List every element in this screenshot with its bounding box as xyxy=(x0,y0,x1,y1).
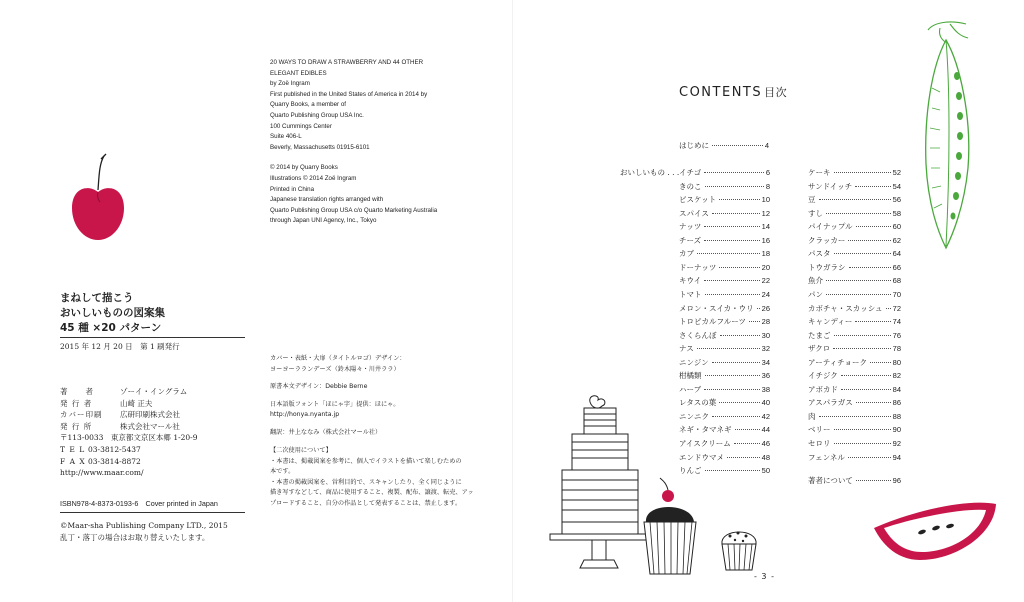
layer-cake-illustration xyxy=(548,392,648,582)
toc-entry-page: 46 xyxy=(761,439,770,448)
toc-entry[interactable] xyxy=(679,303,770,315)
toc-entry-label: 魚介 xyxy=(808,276,823,286)
toc-entry-page: 66 xyxy=(892,262,901,272)
divider-line xyxy=(60,512,245,513)
credit-row: カバー印刷 広研印刷株式会社 xyxy=(60,410,180,420)
toc-entry[interactable] xyxy=(679,357,770,369)
toc-entry-page: 90 xyxy=(892,425,901,435)
toc-entry-page: 44 xyxy=(761,425,770,435)
toc-entry-label: ニンニク xyxy=(679,411,709,421)
toc-leader-dots xyxy=(855,321,890,322)
toc-column-2 xyxy=(808,167,901,462)
title-line-1: まねして描こう xyxy=(60,292,134,304)
toc-leader-dots xyxy=(841,375,891,376)
toc-leader-dots xyxy=(841,389,891,390)
toc-entry-page: 50 xyxy=(761,466,770,476)
toc-leader-dots xyxy=(819,199,891,200)
toc-entry[interactable] xyxy=(808,275,901,287)
toc-entry-label: アイスクリーム xyxy=(679,439,731,448)
toc-entry-label: カブ xyxy=(679,249,694,259)
toc-leader-dots xyxy=(712,213,760,214)
toc-entry[interactable] xyxy=(808,289,901,301)
toc-leader-dots xyxy=(719,267,759,268)
toc-leader-dots xyxy=(757,308,760,309)
toc-entry-page: 74 xyxy=(892,317,901,327)
toc-entry-page: 92 xyxy=(892,439,901,448)
toc-entry-label: 肉 xyxy=(808,411,816,421)
toc-entry-label: すし xyxy=(808,208,823,218)
toc-entry-label: トマト xyxy=(679,289,702,299)
japanese-credits-block: カバー・表紙・大扉（タイトルロゴ）デザイン： ヨーヨーラランデーズ（鈴木陽々・川井ララ） 原書本文デザイン：Debbie Berne 日本語版フォント「ほにゃ字」提供：ほにゃ。 http://honya.nyanta.jp 翻訳：井上ななみ（株式会社マール社） 【二次使用について】 ・本書は、掲載図案を参考に、個人でイラストを描いて楽しむための 本です。 ・本書の掲載図案を、営利目的で、スキャンしたり、全く同じように 描き写すなどして、商品に使用すること、複製、配布、譲渡、転売、アッ プロードすること、自分の作品として発表することは、禁止します。 xyxy=(270,355,474,507)
toc-entry[interactable] xyxy=(679,194,770,206)
toc-entry-label: メロン・スイカ・ウリ xyxy=(679,303,754,313)
toc-entry-page: 20 xyxy=(761,262,770,272)
toc-entry-label: イチゴ xyxy=(679,168,702,177)
toc-leader-dots xyxy=(697,253,760,254)
toc-leader-dots xyxy=(834,172,891,173)
colophon-credits xyxy=(60,386,197,479)
toc-entry[interactable] xyxy=(679,465,770,477)
toc-entry-label: トウガラシ xyxy=(808,262,846,272)
toc-entry[interactable] xyxy=(808,303,901,315)
copyright-block: ©Maar-sha Publishing Company LTD., 2015 乱丁・落丁の場合はお取り替えいたします。 xyxy=(60,521,228,542)
toc-leader-dots xyxy=(849,267,891,268)
toc-section-label: おいしいもの . . . xyxy=(620,168,680,177)
toc-leader-dots xyxy=(834,429,891,430)
toc-entry-page: 78 xyxy=(892,344,901,354)
toc-entry[interactable] xyxy=(808,343,901,355)
toc-entry-label: ナス xyxy=(679,344,694,354)
toc-entry[interactable] xyxy=(679,343,770,355)
tel: T E L 03-3812-5437 xyxy=(60,444,141,454)
toc-leader-dots xyxy=(704,389,760,390)
toc-entry[interactable] xyxy=(679,275,770,287)
toc-entry-page: 6 xyxy=(765,168,770,177)
toc-entry[interactable] xyxy=(808,452,901,464)
toc-entry-page: 28 xyxy=(761,317,770,327)
toc-intro xyxy=(679,140,769,154)
toc-entry-label: ケーキ xyxy=(808,168,831,177)
toc-entry[interactable] xyxy=(679,248,770,260)
cherry-illustration xyxy=(68,150,128,246)
toc-entry-label: トロピカルフルーツ xyxy=(679,317,746,327)
toc-leader-dots xyxy=(704,240,760,241)
publication-date: 2015 年 12 月 20 日 第 1 刷発行 xyxy=(60,342,180,351)
toc-leader-dots xyxy=(712,416,760,417)
toc-leader-dots xyxy=(834,335,891,336)
toc-entry-label: クラッカー xyxy=(808,235,846,245)
cherry-stem xyxy=(98,156,104,190)
toc-entry[interactable] xyxy=(679,384,770,396)
toc-entry[interactable] xyxy=(679,424,770,436)
toc-entry-page: 38 xyxy=(761,384,770,394)
toc-entry-page: 36 xyxy=(761,371,770,381)
toc-about xyxy=(808,475,901,489)
toc-column-1 xyxy=(679,167,770,476)
toc-entry[interactable] xyxy=(808,181,901,193)
apple-slice-illustration xyxy=(870,496,1000,566)
toc-leader-dots xyxy=(833,348,890,349)
toc-entry-page: 12 xyxy=(761,208,770,218)
toc-entry-page: 26 xyxy=(761,303,770,313)
toc-leader-dots xyxy=(712,362,760,363)
toc-leader-dots xyxy=(705,186,764,187)
toc-leader-dots xyxy=(826,280,891,281)
website-url: http://www.maar.com/ xyxy=(60,468,144,478)
toc-entry[interactable] xyxy=(679,370,770,382)
toc-entry-page: 72 xyxy=(892,303,901,313)
toc-leader-dots xyxy=(834,443,891,444)
toc-leader-dots xyxy=(856,402,891,403)
toc-entry[interactable] xyxy=(679,221,770,233)
toc-entry-page: 40 xyxy=(761,398,770,408)
toc-entry-page: 10 xyxy=(761,195,770,205)
toc-entry-page: 48 xyxy=(761,452,770,462)
toc-entry-page: 54 xyxy=(892,181,901,191)
toc-entry[interactable] xyxy=(679,289,770,301)
toc-entry[interactable] xyxy=(679,330,770,342)
toc-entry-label: りんご xyxy=(679,466,702,476)
toc-entry-label: チーズ xyxy=(679,235,702,245)
toc-leader-dots xyxy=(720,335,760,336)
toc-entry-page: 52 xyxy=(892,168,901,177)
toc-entry[interactable] xyxy=(679,452,770,464)
toc-entry[interactable] xyxy=(808,194,901,206)
toc-entry-page: 82 xyxy=(892,371,901,381)
address: 〒113-0033 東京都文京区本郷 1-20-9 xyxy=(60,433,198,443)
english-rights-block: 20 WAYS TO DRAW A STRAWBERRY AND 44 OTHER ELEGANT EDIBLES by Zoë Ingram First published in the United States of America in 2014 by Quarry Books, a member of Quarto Publishing Group USA Inc. 100 Cummings Center Suite 406-L Beverly, Massachusetts 01915-6101 © 2014 by Quarry Books Illustrations © 2014 Zoë Ingram Printed in China Japanese translation rights arranged with Quarto Publishing Group USA c/o Quarto Marketing Australia through Japan UNI Agency, Inc., Tokyo xyxy=(270,59,438,225)
toc-entry-label: フェンネル xyxy=(808,452,845,462)
toc-entry-label: パン xyxy=(808,289,823,299)
toc-entry-page: 84 xyxy=(892,384,901,394)
toc-entry-page: 18 xyxy=(761,249,770,259)
toc-entry-page: 94 xyxy=(892,452,901,462)
toc-entry-label: ビスケット xyxy=(679,195,717,205)
toc-entry[interactable] xyxy=(808,438,901,450)
toc-entry[interactable] xyxy=(679,397,770,409)
toc-leader-dots xyxy=(704,280,759,281)
pea-pod-illustration xyxy=(910,18,980,253)
toc-entry-label: キウイ xyxy=(679,276,702,286)
toc-entry[interactable] xyxy=(808,397,901,409)
toc-entry-page: 32 xyxy=(761,344,770,354)
toc-entry[interactable] xyxy=(679,262,770,274)
toc-entry[interactable] xyxy=(808,411,901,423)
toc-entry[interactable] xyxy=(808,221,901,233)
toc-leader-dots xyxy=(705,294,760,295)
toc-entry-page: 22 xyxy=(761,276,770,286)
toc-entry[interactable] xyxy=(679,235,770,247)
toc-entry-label: きのこ xyxy=(679,181,702,191)
toc-entry[interactable] xyxy=(808,357,901,369)
toc-entry-label: アスパラガス xyxy=(808,398,853,408)
toc-leader-dots xyxy=(886,308,891,309)
toc-entry-page: 80 xyxy=(892,357,901,367)
toc-entry[interactable] xyxy=(679,208,770,220)
toc-entry[interactable] xyxy=(808,330,901,342)
toc-entry-label: さくらんぼ xyxy=(679,330,717,340)
toc-entry-page: 76 xyxy=(892,330,901,340)
toc-entry-label: アーティチョーク xyxy=(808,357,867,367)
toc-entry-label: サンドイッチ xyxy=(808,181,853,191)
toc-entry-page: 16 xyxy=(761,235,770,245)
toc-entry[interactable] xyxy=(808,167,901,179)
toc-leader-dots xyxy=(735,429,760,430)
toc-entry[interactable] xyxy=(808,316,901,328)
toc-leader-dots xyxy=(855,186,891,187)
toc-entry[interactable] xyxy=(808,248,901,260)
toc-entry-label: セロリ xyxy=(808,439,831,448)
toc-leader-dots xyxy=(870,362,891,363)
toc-leader-dots xyxy=(734,443,760,444)
isbn: ISBN978-4-8373-0193-6 Cover printed in Japan xyxy=(60,499,218,508)
toc-entry-page: 62 xyxy=(892,235,901,245)
toc-entry-label: ドーナッツ xyxy=(679,262,717,272)
toc-entry[interactable] xyxy=(808,235,901,247)
toc-leader-dots xyxy=(749,321,760,322)
toc-leader-dots xyxy=(826,294,891,295)
toc-entry-page: 30 xyxy=(761,330,770,340)
toc-entry-page: 86 xyxy=(892,398,901,408)
toc-entry-label: スパイス xyxy=(679,208,709,218)
toc-entry[interactable] xyxy=(679,316,770,328)
toc-leader-dots xyxy=(697,348,760,349)
toc-leader-dots xyxy=(856,226,891,227)
toc-entry[interactable] xyxy=(808,262,901,274)
toc-entry[interactable] xyxy=(808,370,901,382)
toc-entry[interactable] xyxy=(679,181,770,193)
toc-entry-label: ナッツ xyxy=(679,222,702,232)
toc-leader-dots xyxy=(719,199,760,200)
toc-entry-page: 70 xyxy=(892,289,901,299)
toc-entry-label: ベリー xyxy=(808,425,831,435)
title-line-2: おいしいものの図案集 xyxy=(60,307,165,319)
toc-entry-page: 24 xyxy=(761,289,770,299)
toc-entry-label: たまご xyxy=(808,330,831,340)
toc-leader-dots xyxy=(848,457,891,458)
toc-entry-page: 8 xyxy=(765,181,770,191)
toc-entry[interactable] xyxy=(679,411,770,423)
toc-entry-label: レタスの葉 xyxy=(679,398,717,408)
toc-leader-dots xyxy=(705,470,760,471)
cupcake-illustration xyxy=(640,478,700,578)
toc-leader-dots xyxy=(819,416,891,417)
toc-entry-label: カボチャ・スカッシュ xyxy=(808,303,883,313)
book-spine xyxy=(512,0,513,602)
credit-row: 発 行 所 株式会社マール社 xyxy=(60,421,180,431)
toc-entry-page: 42 xyxy=(761,411,770,421)
credit-row: 著 者 ゾーイ・イングラム xyxy=(60,387,188,396)
toc-entry-page: 64 xyxy=(892,249,901,259)
toc-entry-label: ネギ・タマネギ xyxy=(679,425,732,435)
toc-entry-label: ニンジン xyxy=(679,357,709,367)
toc-entry-page: 58 xyxy=(892,208,901,218)
toc-entry-page: 34 xyxy=(761,357,770,367)
divider-line xyxy=(60,337,245,338)
credit-row: 発 行 者 山崎 正夫 xyxy=(60,398,153,408)
toc-entry-label: ハーブ xyxy=(679,384,702,394)
toc-entry-page: 14 xyxy=(761,222,770,232)
toc-entry[interactable] xyxy=(808,424,901,436)
toc-leader-dots xyxy=(727,457,760,458)
toc-leader-dots xyxy=(834,253,891,254)
fax: F A X 03-3814-8872 xyxy=(60,456,141,466)
toc-entry[interactable]: 著者について 96 xyxy=(808,476,901,485)
toc-entry-label: キャンディー xyxy=(808,317,853,327)
toc-entry-label: 柑橘類 xyxy=(679,371,702,381)
page-number: - 3 - xyxy=(754,572,775,581)
muffin-illustration xyxy=(718,522,760,574)
toc-entry-label: 豆 xyxy=(808,195,816,205)
toc-leader-dots xyxy=(705,375,760,376)
toc-entry-label: パスタ xyxy=(808,249,831,259)
toc-entry[interactable] xyxy=(808,384,901,396)
toc-entry-label: アボカド xyxy=(808,384,838,394)
toc-leader-dots xyxy=(719,402,759,403)
toc-leader-dots xyxy=(848,240,890,241)
contents-title: CONTENTS 目次 xyxy=(679,85,788,100)
toc-entry-page: 68 xyxy=(892,276,901,286)
toc-entry[interactable] xyxy=(679,438,770,450)
toc-entry-label: ザクロ xyxy=(808,344,831,354)
toc-entry[interactable] xyxy=(679,167,770,179)
title-line-3: 45 種 ×20 パターン xyxy=(60,322,162,334)
toc-entry-page: 60 xyxy=(892,222,901,232)
toc-entry-page: 88 xyxy=(892,411,901,421)
toc-entry[interactable]: はじめに 4 xyxy=(679,141,769,150)
toc-entry[interactable] xyxy=(808,208,901,220)
toc-entry-label: イチジク xyxy=(808,371,838,381)
toc-leader-dots xyxy=(704,226,759,227)
toc-entry-label: エンドウマメ xyxy=(679,452,724,462)
secondary-use-heading: 【二次使用について】 xyxy=(270,447,332,454)
toc-entry-label: パイナップル xyxy=(808,222,853,232)
japanese-title xyxy=(60,291,165,336)
toc-entry-page: 56 xyxy=(892,195,901,205)
toc-leader-dots xyxy=(826,213,891,214)
toc-leader-dots xyxy=(704,172,764,173)
